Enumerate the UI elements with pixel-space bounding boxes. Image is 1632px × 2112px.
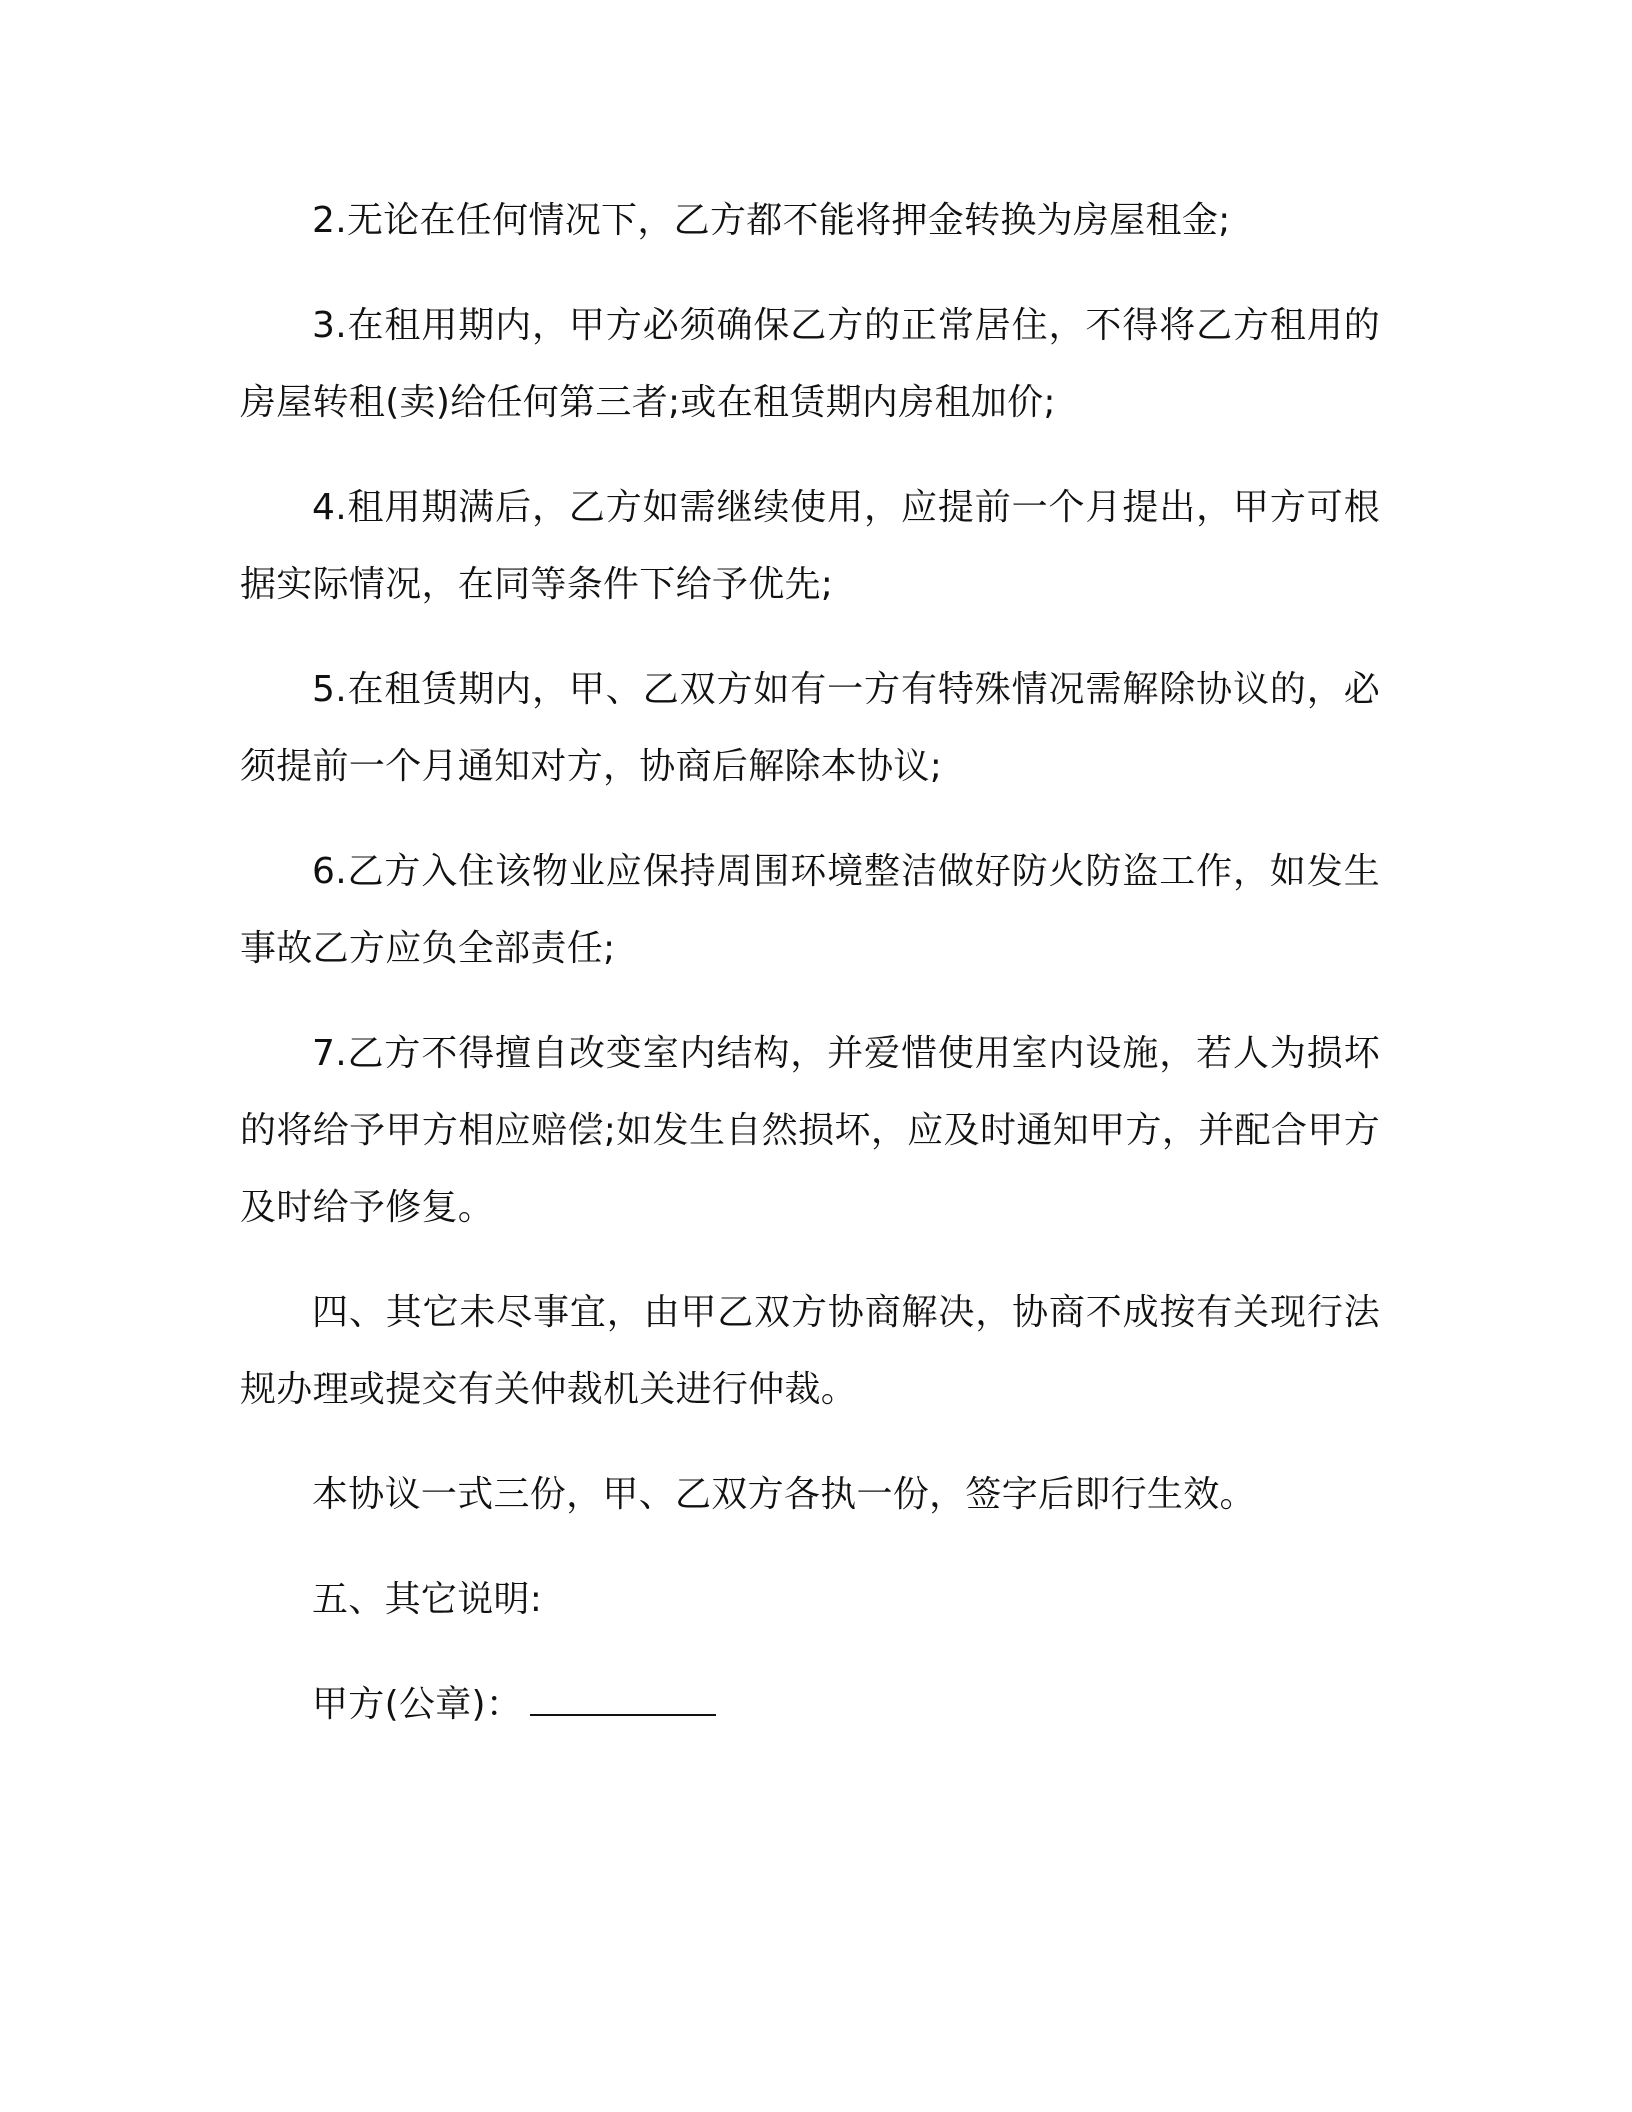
clause-2: 2.无论在任何情况下，乙方都不能将押金转换为房屋租金; xyxy=(312,200,1231,241)
clause-7: 7.乙方不得擅自改变室内结构，并爱惜使用室内设施，若人为损坏的将给予甲方相应赔偿;如发生自然损坏，应及时通知甲方，并配合甲方及时给予修复。 xyxy=(240,1033,1380,1228)
section-4-other-matters: 四、其它未尽事宜，由甲乙双方协商解决，协商不成按有关现行法规办理或提交有关仲裁机关进行仲裁。 xyxy=(240,1292,1380,1410)
copies-statement: 本协议一式三份，甲、乙双方各执一份，签字后即行生效。 xyxy=(312,1474,1256,1515)
clause-6: 6.乙方入住该物业应保持周围环境整洁做好防火防盗工作，如发生事故乙方应负全部责任; xyxy=(240,851,1380,969)
document-body xyxy=(240,182,1380,1743)
signature-blank-line xyxy=(530,1713,716,1716)
party-a-signature xyxy=(240,1666,1380,1743)
section-5-other-notes: 五、其它说明: xyxy=(312,1579,543,1620)
party-a-signature-label: 甲方(公章)： xyxy=(312,1684,523,1725)
clause-3: 3.在租用期内，甲方必须确保乙方的正常居住，不得将乙方租用的房屋转租(卖)给任何第三者;或在租赁期内房租加价; xyxy=(240,305,1380,423)
clause-4: 4.租用期满后，乙方如需继续使用，应提前一个月提出，甲方可根据实际情况，在同等条件下给予优先; xyxy=(240,487,1380,605)
clause-5: 5.在租赁期内，甲、乙双方如有一方有特殊情况需解除协议的，必须提前一个月通知对方，协商后解除本协议; xyxy=(240,669,1380,787)
